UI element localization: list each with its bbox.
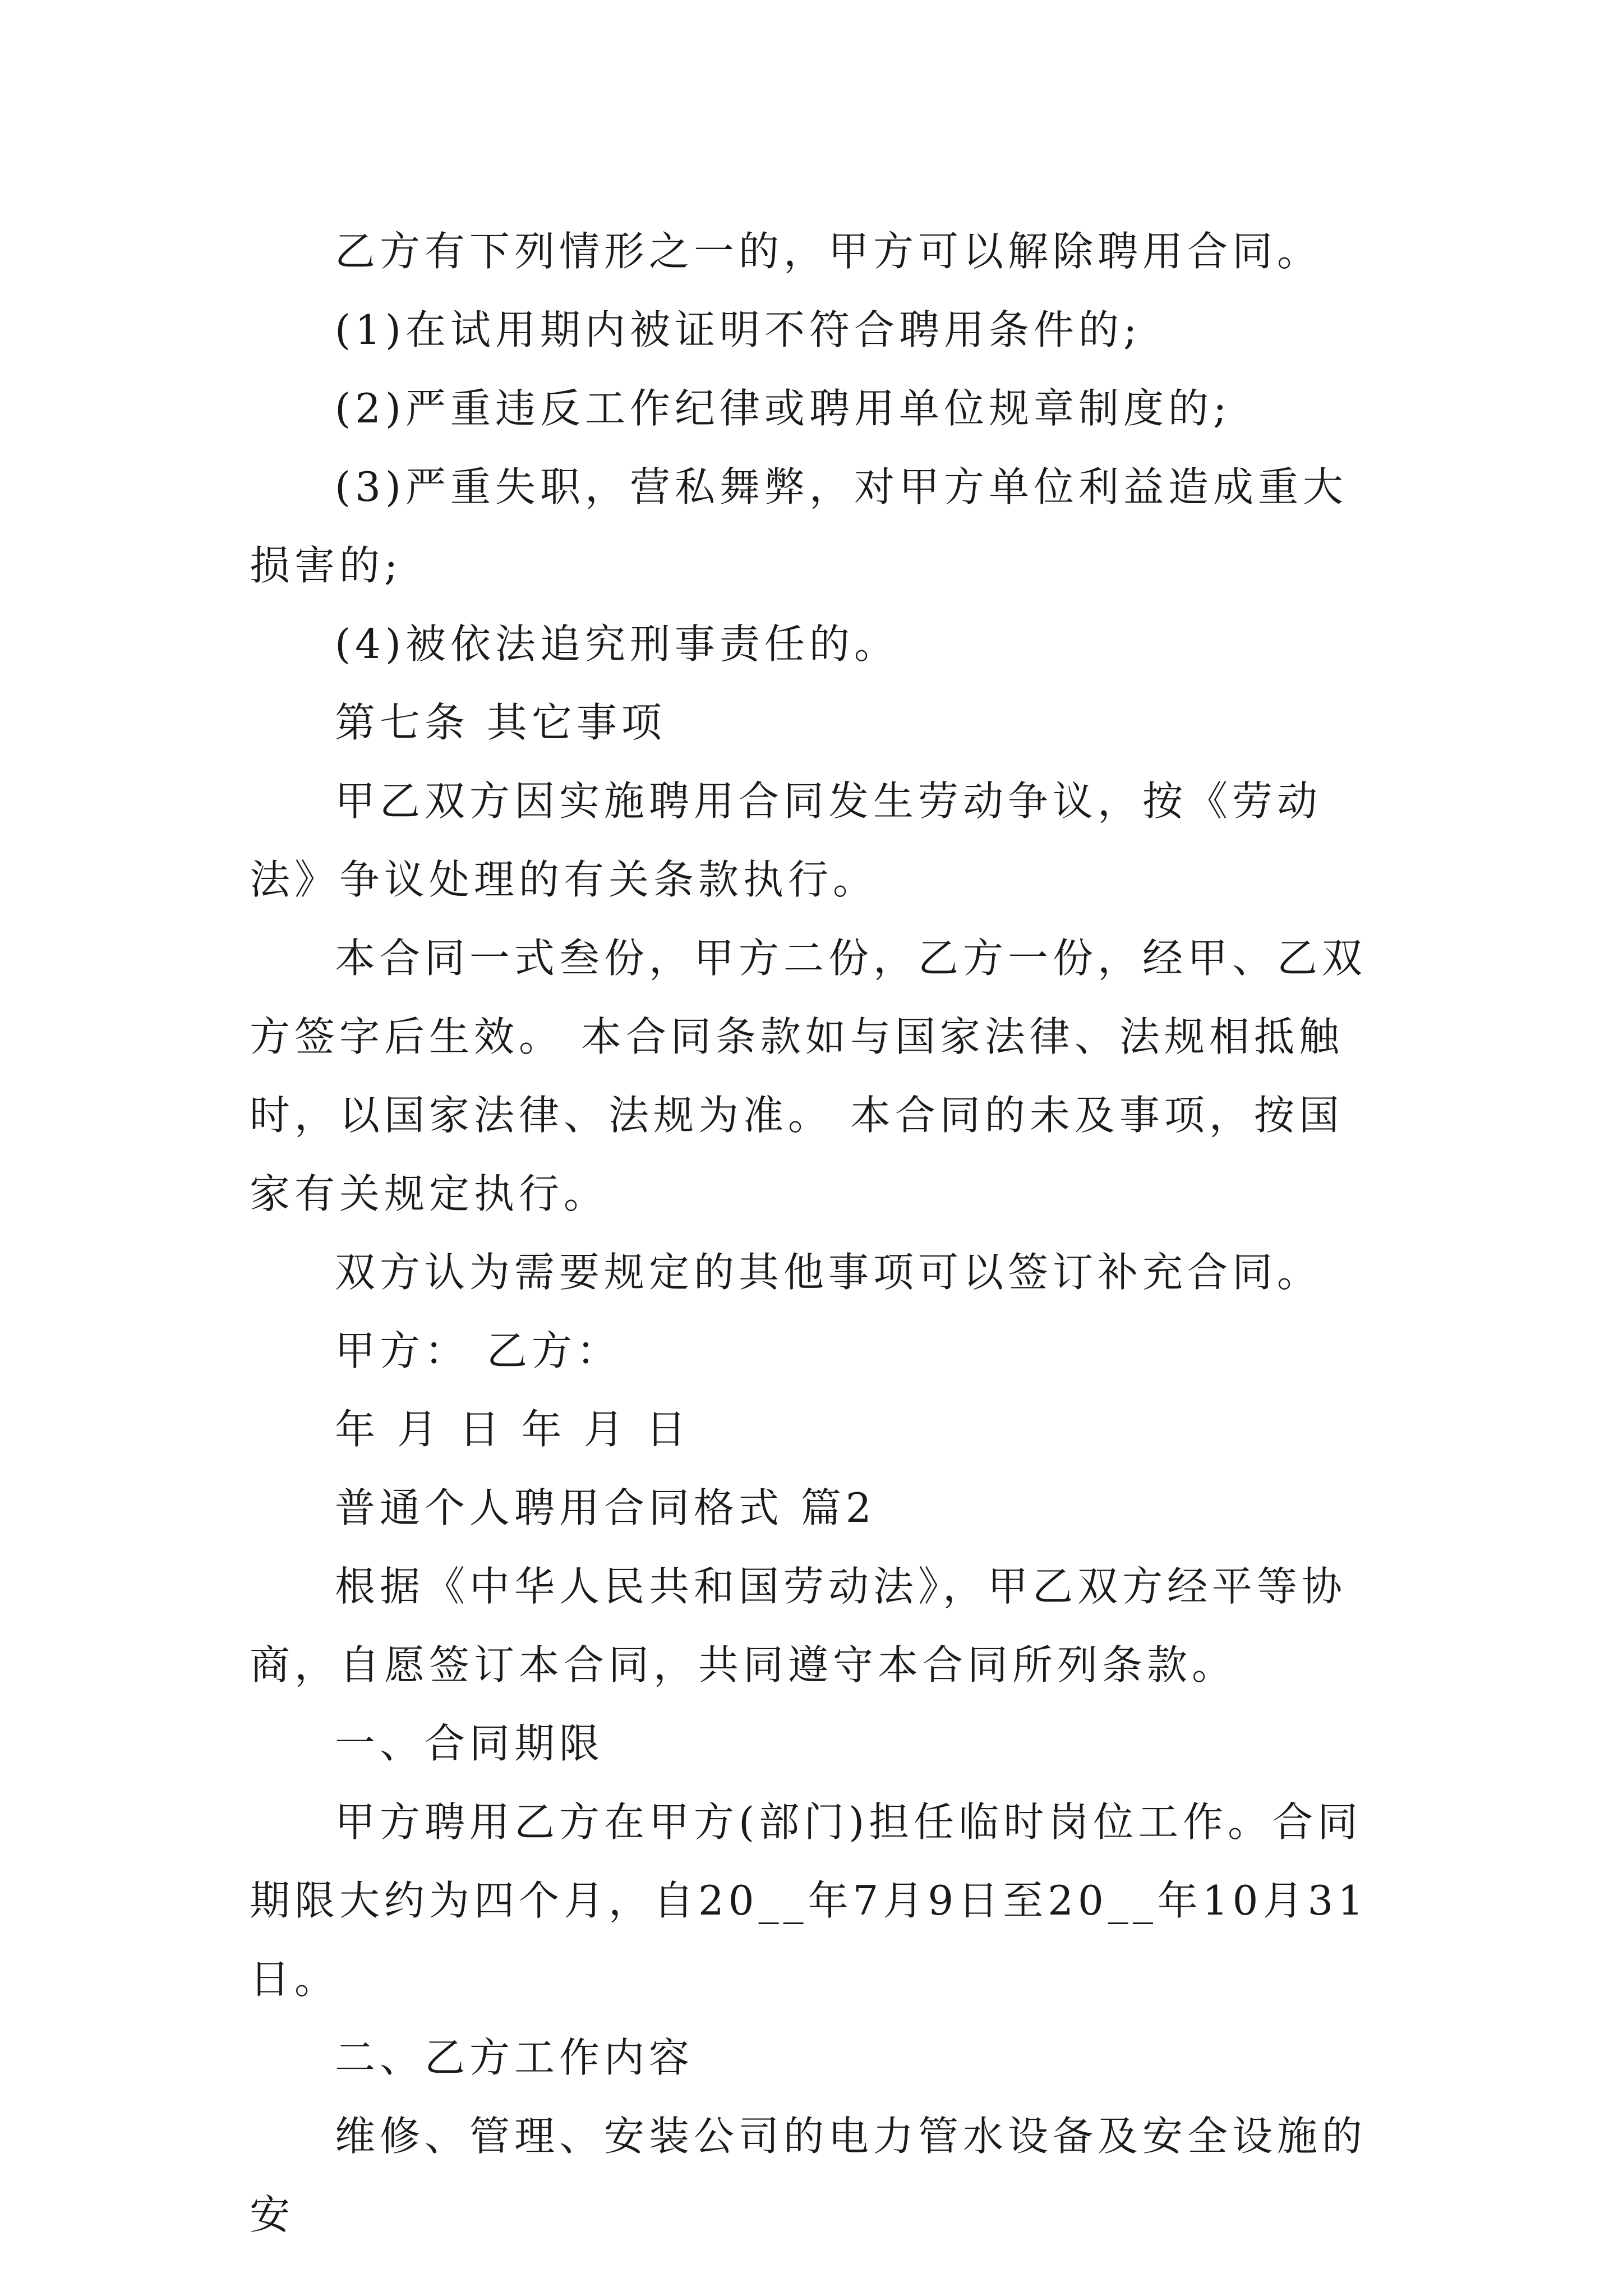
section-heading-article-7: 第七条 其它事项: [335, 699, 666, 746]
list-item-2: (2)严重违反工作纪律或聘用单位规章制度的;: [335, 385, 1232, 432]
document-title-part-2: 普通个人聘用合同格式 篇2: [335, 1484, 876, 1531]
list-item-4: (4)被依法追究刑事责任的。: [335, 620, 899, 668]
paragraph-supplement: 双方认为需要规定的其他事项可以签订补充合同。: [335, 1249, 1322, 1296]
paragraph-preamble: 根据《中华人民共和国劳动法》，甲乙双方经平等协商，自愿签订本合同，共同遵守本合同所列条款。: [250, 1563, 1347, 1688]
signature-dates: 年 月 日 年 月 日: [335, 1406, 691, 1453]
document-body: [250, 212, 1380, 2254]
paragraph-termination-conditions: 乙方有下列情形之一的，甲方可以解除聘用合同。: [335, 228, 1322, 275]
section-heading-work-content: 二、乙方工作内容: [335, 2034, 694, 2081]
paragraph-copies: 本合同一式叁份，甲方二份，乙方一份，经甲、乙双方签字后生效。 本合同条款如与国家法律、法规相抵触时，以国家法律、法规为准。 本合同的未及事项，按国家有关规定执行。: [250, 935, 1367, 1217]
paragraph-term: 甲方聘用乙方在甲方(部门)担任临时岗位工作。合同期限大约为四个月，自20__年7月9日至20__年10月31日。: [250, 1798, 1368, 2003]
paragraph-dispute: 甲乙双方因实施聘用合同发生劳动争议，按《劳动法》争议处理的有关条款执行。: [250, 777, 1322, 903]
signature-parties: 甲方： 乙方：: [335, 1327, 621, 1374]
paragraph-work-content: 维修、管理、安装公司的电力管水设备及安全设施的安: [250, 2113, 1367, 2238]
list-item-3: (3)严重失职，营私舞弊，对甲方单位利益造成重大损害的;: [250, 463, 1348, 589]
section-heading-term: 一、合同期限: [335, 1720, 605, 1767]
list-item-1: (1)在试用期内被证明不符合聘用条件的;: [335, 306, 1142, 353]
